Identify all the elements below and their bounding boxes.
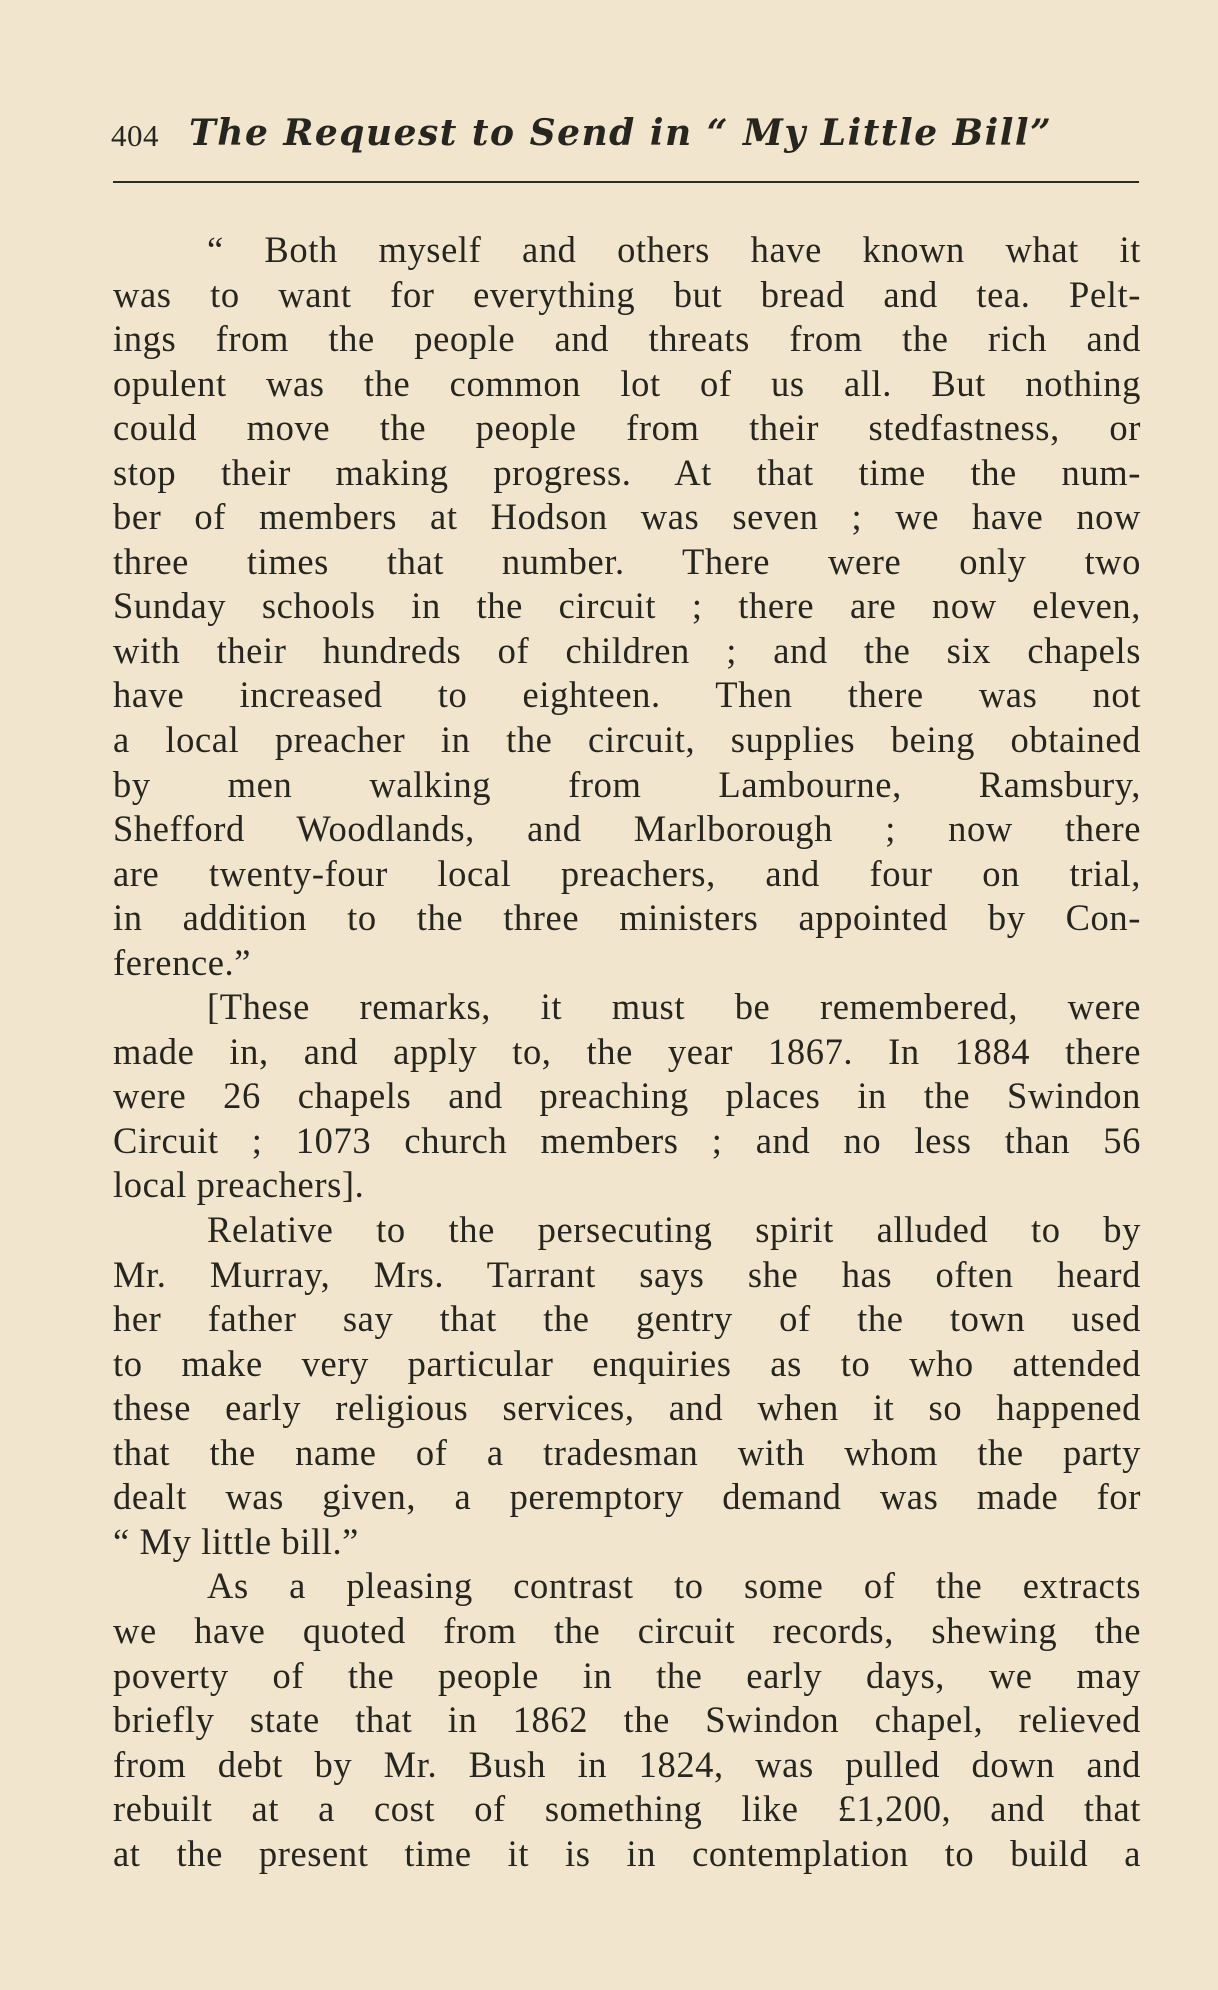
text-line: “ My little bill.” (113, 1520, 359, 1562)
text-line: ber of members at Hodson was seven ; we have now (113, 496, 1141, 538)
body-text (113, 228, 1141, 1876)
text-line: Circuit ; 1073 church members ; and no less than 56 (113, 1119, 1141, 1161)
text-line: ings from the people and threats from the rich and (113, 318, 1141, 360)
text-line: “ Both myself and others have known what it (207, 229, 1141, 270)
text-line: three times that number. There were only two (113, 540, 1141, 582)
text-line: in addition to the three ministers appointed by Con- (113, 897, 1141, 939)
header-rule (113, 181, 1139, 183)
text-line: ference.” (113, 941, 252, 983)
text-line: made in, and apply to, the year 1867. In 1884 there (113, 1030, 1141, 1072)
text-line: poverty of the people in the early days, we may (113, 1654, 1141, 1696)
text-line: a local preacher in the circuit, supplies being obtained (113, 719, 1141, 761)
text-line: Shefford Woodlands, and Marlborough ; now there (113, 808, 1141, 850)
running-title: The Request to Send in “ My Little Bill” (189, 112, 1053, 154)
text-line: Mr. Murray, Mrs. Tarrant says she has often heard (113, 1253, 1141, 1295)
text-line: with their hundreds of children ; and the six chapels (113, 629, 1141, 671)
text-line: [These remarks, it must be remembered, were (207, 986, 1141, 1028)
text-line: from debt by Mr. Bush in 1824, was pulled down and (113, 1743, 1141, 1785)
text-line: to make very particular enquiries as to who attended (113, 1342, 1141, 1384)
text-line: dealt was given, a peremptory demand was made for (113, 1476, 1141, 1518)
text-line: that the name of a tradesman with whom the party (113, 1431, 1141, 1473)
text-line: Relative to the persecuting spirit alluded to by (207, 1209, 1141, 1251)
text-line: these early religious services, and when it so happened (113, 1387, 1141, 1429)
text-line: opulent was the common lot of us all. But nothing (113, 362, 1141, 404)
text-line: rebuilt at a cost of something like £1,200, and that (113, 1788, 1141, 1830)
text-line: could move the people from their stedfastness, or (113, 407, 1141, 449)
running-head (111, 108, 1141, 158)
text-line: stop their making progress. At that time the num- (113, 451, 1141, 493)
text-line: we have quoted from the circuit records, shewing the (113, 1609, 1141, 1651)
text-line: by men walking from Lambourne, Ramsbury, (113, 763, 1141, 805)
text-line: local preachers]. (113, 1164, 365, 1206)
text-line: As a pleasing contrast to some of the extracts (207, 1565, 1141, 1607)
text-line: Sunday schools in the circuit ; there are now eleven, (113, 585, 1141, 627)
text-line: was to want for everything but bread and tea. Pelt- (113, 273, 1141, 315)
text-line: have increased to eighteen. Then there was not (113, 674, 1141, 716)
text-line: are twenty-four local preachers, and four on trial, (113, 852, 1141, 894)
text-line: were 26 chapels and preaching places in the Swindon (113, 1075, 1141, 1117)
text-line: her father say that the gentry of the town used (113, 1298, 1141, 1340)
text-line: at the present time it is in contemplation to build a (113, 1832, 1141, 1874)
text-line: briefly state that in 1862 the Swindon chapel, relieved (113, 1699, 1141, 1741)
page-number: 404 (111, 118, 159, 153)
